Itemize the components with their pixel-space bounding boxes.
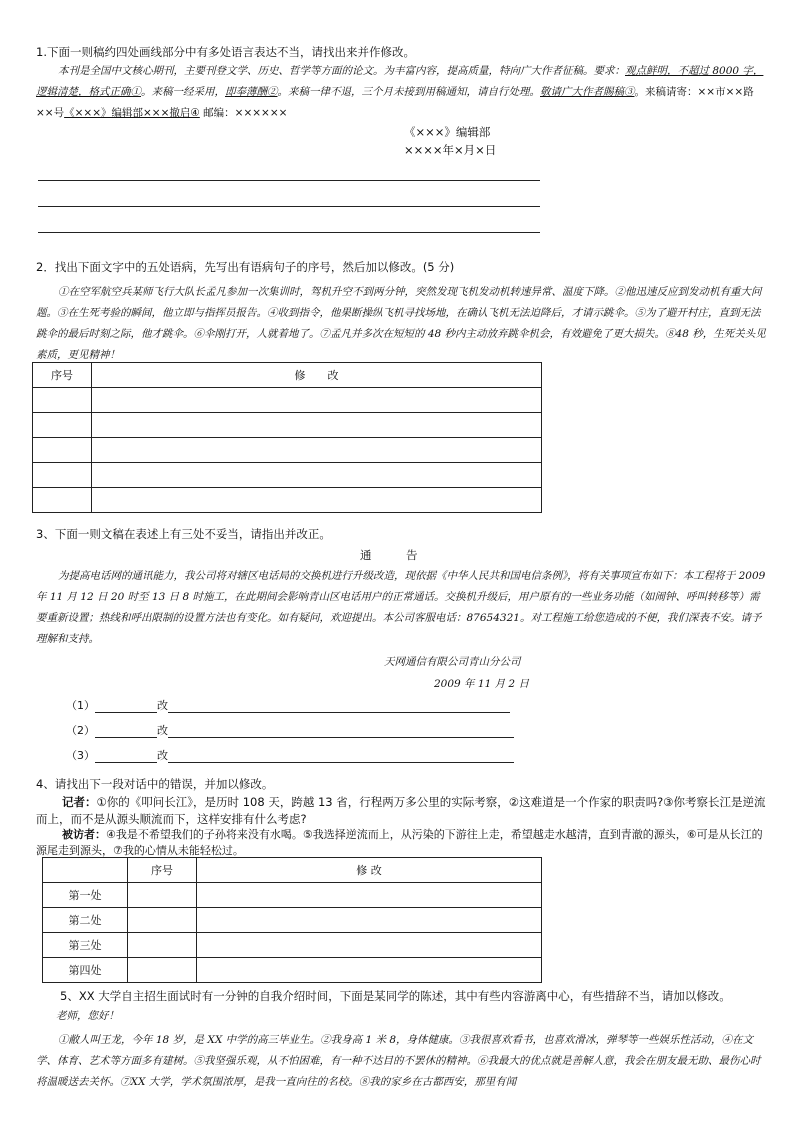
- q1-answer-line-1[interactable]: [38, 180, 540, 181]
- q3-answer-row-2: [66, 722, 514, 738]
- q3-notice-title: 通 告: [360, 548, 418, 562]
- q3-fix-label: 改: [157, 749, 168, 762]
- table-row: [33, 388, 542, 413]
- q4-cell-number[interactable]: [128, 933, 197, 958]
- q2-col-fix: 修 改: [92, 363, 542, 388]
- q3-blank-fix[interactable]: [168, 725, 514, 738]
- q4-interviewee-label: 被访者：: [62, 828, 106, 841]
- q3-signature: 天网通信有限公司青山分公司: [384, 656, 521, 668]
- q3-body: 为提高电话网的通讯能力，我公司将对辖区电话局的交换机进行升级改造，现依据《中华人民共和国电信条例》，将有关事项宣布如下：本工程将于 2009 年 11 月 12 日 20 时至 13 日 8 时施工，在此期间会影响青山区电话用户的正常通话。交换机升级后，用户原有的一些业务功能（如闹钟、呼叫转移等）需要重新设置；热线和呼出限制的设置方法也有变化。如有疑问，欢迎提出。本公司客服电话：87654321。对工程施工给您造成的不便，我们深表不安。请予理解和支持。: [36, 570, 766, 645]
- q1-sign-org: 《×××》编辑部: [404, 125, 491, 139]
- q4-reporter-text: ①你的《叩问长江》，是历时 108 天，跨越 13 省，行程两万多公里的实际考察，②这难道是一个作家的职责吗?③你考察长江是逆流而上，而不是从源头顺流而下，这样安排有什么考虑?: [36, 795, 766, 826]
- table-row: [43, 958, 542, 983]
- q3-date: 2009 年 11 月 2 日: [434, 678, 529, 690]
- q2-body: ①在空军航空兵某师飞行大队长孟凡参加一次集训时，驾机升空不到两分钟，突然发现飞机发动机转速异常、温度下降。②他迅速反应到发动机有重大问题。③在生死考验的瞬间，他立即与指挥员报告。④收到指令，他果断操纵飞机寻找场地，在确认飞机无法迫降后，才请示跳伞。⑤为了避开村庄，直到无法跳伞的最后时刻之际，他才跳伞。⑥伞刚打开，人就着地了。⑦孟凡并多次在短短的 48 秒内主动放弃跳伞机会，有效避免了更大损失。⑧48 秒，生死关头见素质，更见精神！: [36, 286, 766, 361]
- q4-cell-number[interactable]: [128, 883, 197, 908]
- q2-prompt: 2．找出下面文字中的五处语病，先写出有语病句子的序号，然后加以修改。(5 分): [36, 260, 455, 274]
- q2-cell-fix[interactable]: [92, 413, 542, 438]
- q4-row-label: 第二处: [43, 908, 128, 933]
- q1-underline-3: 敬请广大作者賜稿③: [540, 86, 635, 98]
- q3-fix-label: 改: [157, 699, 168, 712]
- q2-cell-fix[interactable]: [92, 438, 542, 463]
- q2-cell-fix[interactable]: [92, 488, 542, 513]
- table-row: [33, 413, 542, 438]
- q1-sign-date: ××××年×月×日: [404, 143, 497, 157]
- q4-cell-fix[interactable]: [197, 883, 542, 908]
- q1-underline-4: 《×××》编辑部×××撤启④: [64, 107, 200, 119]
- q4-col-blank: [43, 858, 128, 883]
- q1-answer-line-2[interactable]: [38, 206, 540, 207]
- q2-cell-number[interactable]: [33, 388, 92, 413]
- q4-row-label: 第三处: [43, 933, 128, 958]
- q1-prompt: 1.下面一则稿约四处画线部分中有多处语言表达不当，请找出来并作修改。: [36, 45, 415, 59]
- q4-reporter-label: 记者：: [62, 795, 97, 809]
- table-row: [33, 488, 542, 513]
- table-row: [43, 908, 542, 933]
- q3-prompt: 3、下面一则文稿在表述上有三处不妥当，请指出并改正。: [36, 527, 331, 541]
- q3-row-number: （2）: [66, 724, 95, 737]
- q1-answer-line-3[interactable]: [38, 232, 540, 233]
- q4-prompt: 4、请找出下一段对话中的错误，并加以修改。: [36, 777, 274, 791]
- q1-body-text-d: 。来稿请寄：××市××路××号: [36, 86, 754, 119]
- q3-answer-row-1: [66, 697, 510, 713]
- q1-underline-2: 即奉薄酬②: [225, 86, 278, 98]
- q3-row-number: （1）: [66, 699, 95, 712]
- q2-answer-table: [32, 362, 542, 513]
- q3-fix-label: 改: [157, 724, 168, 737]
- q1-body-text-c: 。来稿一律不退，三个月未接到用稿通知，请自行处理。: [277, 86, 540, 98]
- q3-blank-error[interactable]: [95, 750, 157, 763]
- q2-cell-number[interactable]: [33, 438, 92, 463]
- q4-cell-fix[interactable]: [197, 958, 542, 983]
- q4-row-label: 第一处: [43, 883, 128, 908]
- q4-reporter: [36, 794, 766, 828]
- q2-cell-fix[interactable]: [92, 388, 542, 413]
- q1-underline-1: 观点鲜明，不超过 8000 字，逻辑清楚，格式正确①: [36, 65, 764, 98]
- q1-body-text-a: 本刊是全国中文核心期刊，主要刊登文学、历史、哲学等方面的论文。为丰富内容，提高质量，特向广大作者征稿。要求：: [58, 65, 625, 77]
- q3-answer-row-3: [66, 747, 514, 763]
- q4-interviewee-text: ④我是不希望我们的子孙将来没有水喝。⑤我选择逆流而上，从污染的下游往上走，希望越走水越清，直到青澈的源头，⑥可是从长江的源尾走到源头，⑦我的心情从未能轻松过。: [36, 828, 763, 857]
- q3-row-number: （3）: [66, 749, 95, 762]
- q2-cell-number[interactable]: [33, 463, 92, 488]
- q3-blank-fix[interactable]: [168, 700, 510, 713]
- q4-interviewee: [36, 827, 766, 859]
- q3-blank-error[interactable]: [95, 700, 157, 713]
- q2-cell-number[interactable]: [33, 413, 92, 438]
- q4-row-label: 第四处: [43, 958, 128, 983]
- q4-answer-table: [42, 857, 542, 983]
- q1-postcode: 邮编：××××××: [199, 107, 288, 119]
- table-row: [43, 933, 542, 958]
- q4-cell-fix[interactable]: [197, 908, 542, 933]
- table-row: [33, 463, 542, 488]
- q4-cell-number[interactable]: [128, 958, 197, 983]
- q4-col-fix: 修 改: [197, 858, 542, 883]
- q5-prompt: 5、XX 大学自主招生面试时有一分钟的自我介绍时间，下面是某同学的陈述，其中有些内容游离中心，有些措辞不当，请加以修改。: [60, 989, 731, 1003]
- q3-blank-fix[interactable]: [168, 750, 514, 763]
- q1-body-text-b: 。来稿一经采用，: [141, 86, 225, 98]
- q5-body: ①敝人叫王龙，今年 18 岁，是 XX 中学的高三毕业生。②我身高 1 米 8，身体健康。③我很喜欢看书，也喜欢滑冰，弹琴等一些娱乐性活动，④在文学、体育、艺术等方面多有建树。⑤我坚强乐观，从不怕困难，有一种不达目的不罢休的精神。⑥我最大的优点就是善解人意，我会在朋友最无助、最伤心时将温暖送去关怀。⑦XX 大学，学术氛围浓厚，是我一直向往的名校。⑧我的家乡在古都西安，那里有闻: [36, 1034, 761, 1088]
- table-row: [43, 883, 542, 908]
- q2-cell-fix[interactable]: [92, 463, 542, 488]
- q3-blank-error[interactable]: [95, 725, 157, 738]
- q4-col-number: 序号: [128, 858, 197, 883]
- q4-cell-number[interactable]: [128, 908, 197, 933]
- q1-body: [36, 61, 766, 124]
- q4-cell-fix[interactable]: [197, 933, 542, 958]
- table-row: [33, 438, 542, 463]
- q2-col-number: 序号: [33, 363, 92, 388]
- q5-greeting: 老师，您好！: [56, 1010, 119, 1022]
- q2-cell-number[interactable]: [33, 488, 92, 513]
